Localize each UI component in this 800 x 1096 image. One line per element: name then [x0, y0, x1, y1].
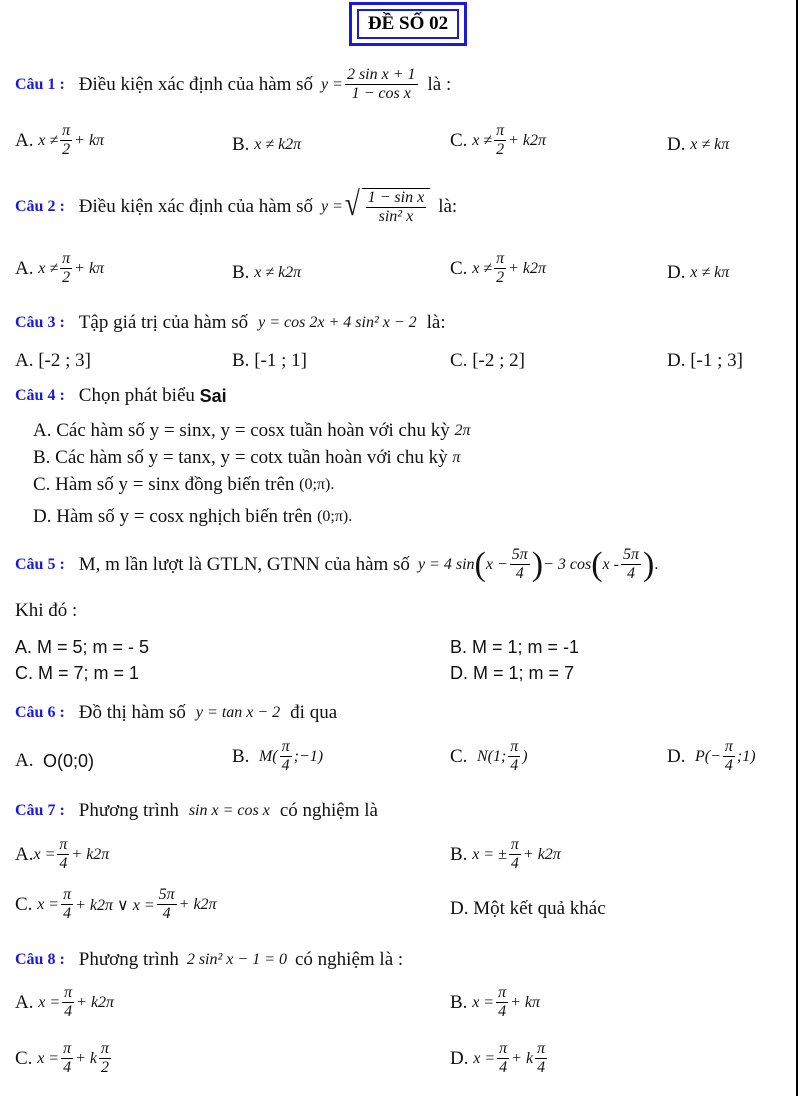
question-text: M, m lần lượt là GTLN, GTNN của hàm số [78, 553, 410, 575]
question-6 [15, 702, 337, 724]
question-2 [15, 188, 457, 227]
option-1b[interactable]: B. x ≠ k2π [232, 134, 302, 155]
khi-do-text: Khi đó : [15, 600, 78, 621]
question-suffix: là: [426, 312, 446, 333]
option-5a[interactable]: A. M = 5; m = - 5 [15, 637, 150, 657]
question-label: Câu 6 : [15, 704, 65, 721]
option-7d[interactable]: D. Một kết quả khác [450, 898, 606, 919]
question-text: Phương trình [78, 949, 179, 970]
option-1c[interactable]: C. x ≠ $\frac{\pi}{2}$ + k2π [450, 122, 547, 159]
question-suffix: là: [438, 196, 458, 218]
question-label: Câu 2 : [15, 198, 65, 216]
question-text: Phương trình [78, 800, 179, 821]
option-5c[interactable]: C. M = 7; m = 1 [15, 663, 140, 683]
question-formula: y = $\frac{\text{2 sin x + 1}}{\text{1 − cos x}}$ [321, 66, 416, 103]
question-bold-word: Sai [199, 385, 227, 406]
option-2c[interactable]: C. x ≠ $\frac{\pi}{2}$ + k2π [450, 250, 547, 287]
option-1a[interactable]: A. x ≠ $\frac{\pi}{2}$ + kπ [15, 122, 105, 159]
option-7b[interactable]: B. x = ± $\frac{\pi}{4}$ + k2π [450, 836, 561, 873]
question-text: Chọn phát biểu [78, 385, 195, 406]
question-suffix: đi qua [290, 702, 338, 723]
option-7a[interactable]: A. x = $\frac{\pi}{4}$ + k2π [15, 836, 110, 873]
question-suffix: có nghiệm là : [295, 949, 404, 970]
option-3b[interactable]: B. [-1 ; 1] [232, 350, 307, 371]
option-4b[interactable]: B. Các hàm số y = tanx, y = cotx tuần hoàn với chu kỳ π [33, 447, 461, 468]
question-5 [15, 546, 658, 584]
question-label: Câu 1 : [15, 75, 65, 93]
option-8a[interactable]: A. x = $\frac{\pi}{4}$ + k2π [15, 984, 115, 1021]
question-label: Câu 8 : [15, 951, 65, 968]
question-3 [15, 312, 446, 334]
option-2b[interactable]: B. x ≠ k2π [232, 262, 302, 283]
option-4c[interactable]: C. Hàm số y = sinx đồng biến trên (0;π). [33, 474, 335, 495]
option-3d[interactable]: D. [-1 ; 3] [667, 350, 743, 371]
question-label: Câu 7 : [15, 802, 65, 819]
question-formula: y = cos 2x + 4 sin² x − 2 [258, 314, 417, 331]
question-formula: y = 4 sin ( x − $\frac{5\pi}{4}$ ) − 3 cos ( x - $\frac{5\pi}{4}$ ) . [417, 545, 659, 583]
question-8 [15, 949, 403, 971]
title-box [349, 2, 467, 46]
option-7c[interactable]: C. x = $\frac{\pi}{4}$ + k2π ∨ x = $\frac{5\pi}{4}$ + k2π [15, 886, 217, 923]
question-text: Tập giá trị của hàm số [78, 312, 249, 333]
question-text: Điều kiện xác định của hàm số [78, 73, 314, 95]
option-3c[interactable]: C. [-2 ; 2] [450, 350, 525, 371]
option-6a[interactable]: A. O(0;0) [15, 750, 94, 771]
option-5d[interactable]: D. M = 1; m = 7 [450, 663, 575, 683]
option-6b[interactable]: B. M( $\frac{\pi}{4}$ ;−1) [232, 738, 324, 775]
option-8d[interactable]: D. x = $\frac{\pi}{4}$ + k $\frac{\pi}{4}$ [450, 1040, 546, 1077]
option-2a[interactable]: A. x ≠ $\frac{\pi}{2}$ + kπ [15, 250, 105, 287]
question-text: Đồ thị hàm số [78, 702, 186, 723]
page-title: ĐỀ SỐ 02 [367, 13, 449, 34]
question-formula: 2 sin² x − 1 = 0 [186, 951, 287, 968]
option-5b[interactable]: B. M = 1; m = -1 [450, 637, 580, 657]
question-formula: sin x = cos x [188, 802, 270, 819]
option-2d[interactable]: D. x ≠ kπ [667, 262, 730, 283]
question-label: Câu 3 : [15, 314, 65, 331]
option-8b[interactable]: B. x = $\frac{\pi}{4}$ + kπ [450, 984, 541, 1021]
title-inner-frame [357, 9, 459, 39]
option-6d[interactable]: D. P(− $\frac{\pi}{4}$ ;1) [667, 738, 756, 775]
question-1 [15, 66, 451, 104]
question-text: Điều kiện xác định của hàm số [78, 196, 314, 218]
option-1d[interactable]: D. x ≠ kπ [667, 134, 730, 155]
page-right-border [796, 0, 798, 1096]
question-suffix: có nghiệm là [279, 800, 378, 821]
question-formula: y = tan x − 2 [195, 704, 281, 721]
question-label: Câu 4 : [15, 387, 65, 404]
option-3a[interactable]: A. [-2 ; 3] [15, 350, 91, 371]
question-suffix: là : [427, 73, 452, 95]
option-6c[interactable]: C. N(1; $\frac{\pi}{4}$ ) [450, 738, 528, 775]
question-4 [15, 385, 227, 407]
question-label: Câu 5 : [15, 555, 65, 573]
option-4d[interactable]: D. Hàm số y = cosx nghịch biến trên (0;π). [33, 506, 353, 527]
question-formula: y = √ $\frac{\text{1 − sin x}}{\text{sin² x}}$ [321, 188, 430, 227]
option-4a[interactable]: A. Các hàm số y = sinx, y = cosx tuần hoàn với chu kỳ 2π [33, 420, 471, 441]
option-8c[interactable]: C. x = $\frac{\pi}{4}$ + k $\frac{\pi}{2}$ [15, 1040, 110, 1077]
question-7 [15, 800, 378, 822]
